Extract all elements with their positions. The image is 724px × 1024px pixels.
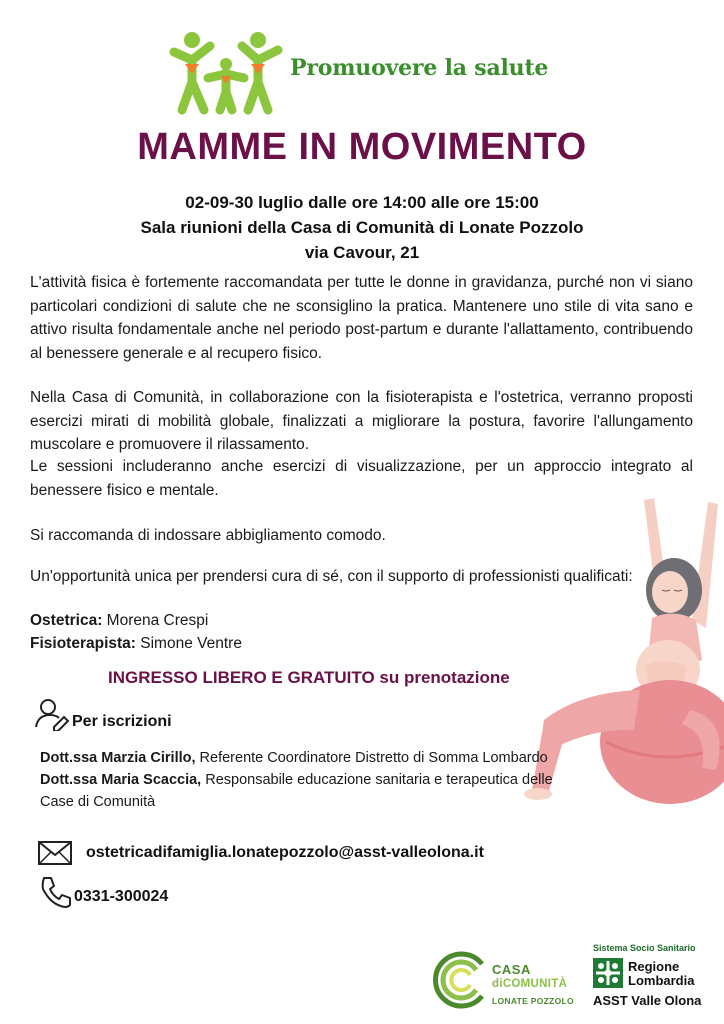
ref1-name: Dott.ssa Marzia Cirillo, [40,750,196,766]
regione-line2: Lombardia [628,973,695,988]
asst-valle-olona: ASST Valle Olona [593,993,702,1008]
referente-2 [40,770,660,791]
paragraph-sessions: Le sessioni includeranno anche esercizi di visualizzazione, per un approccio integrato al benessere fisico e mentale. [30,458,693,499]
ostetrica-label: Ostetrica: [30,612,103,629]
casa-line1: CASA [492,962,531,977]
event-dates: 02-09-30 luglio dalle ore 14:00 alle ore 15:00 [185,193,539,212]
sistema-socio-sanitario: Sistema Socio Sanitario [593,943,696,953]
ref1-role: Referente Coordinatore Distretto di Somma Lombardo [195,750,548,766]
event-venue: Sala riunioni della Casa di Comunità di Lonate Pozzolo [140,218,584,237]
ingresso-banner: INGRESSO LIBERO E GRATUITO su prenotazione [108,668,510,687]
regione-line1: Regione [628,959,680,974]
regione-lombardia-rose-icon [593,958,623,988]
referente-2-cont: Case di Comunità [40,794,156,810]
logo-text: Promuovere la salute [290,55,549,81]
referente-1 [40,748,660,769]
staff-fisioterapista [30,632,430,656]
casa-line3: LONATE POZZOLO [492,996,574,1006]
iscrizioni-heading: Per iscrizioni [72,713,172,730]
page-title: MAMME IN MOVIMENTO [137,126,587,168]
phone-number[interactable]: 0331-300024 [74,888,169,905]
phone-icon [38,876,72,908]
event-address: via Cavour, 21 [304,243,420,262]
fisio-name: Simone Ventre [135,635,242,652]
person-edit-icon [34,697,70,731]
ostetrica-name: Morena Crespi [102,612,209,629]
casa-line2: diCOMUNITÀ [492,978,568,990]
regione-lombardia [628,960,694,988]
casa-comunita-logo-icon [430,950,490,1010]
mail-icon [38,841,72,865]
ref2-role: Responsabile educazione sanitaria e terapeutica delle [201,772,553,788]
fisio-label: Fisioterapista: [30,635,136,652]
paragraph-opportunity: Un'opportunità unica per prendersi cura di sé, con il supporto di professionisti qualificati: [30,568,633,585]
paragraph-intro: L'attività fisica è fortemente raccomandata per tutte le donne in gravidanza, purché non vi siano particolari condizioni di salute che ne sconsiglino la pratica. Mantenere uno stile di vita sano e attivo risulta fondamentale anche nel periodo post-partum e durante l'allattamento, contribuendo al benessere generale e al recupero fisico. [30,274,693,362]
paragraph-clothing: Si raccomanda di indossare abbigliamento comodo. [30,527,386,544]
paragraph-activities: Nella Casa di Comunità, in collaborazione con la fisioterapista e l'ostetrica, verranno proposti esercizi mirati di mobilità globale, finalizzati a migliorare la postura, favorire l'allungamento muscolare e promuovere il rilassamento. [30,389,693,453]
ref2-name: Dott.ssa Maria Scaccia, [40,772,202,788]
email-link[interactable]: ostetricadifamiglia.lonatepozzolo@asst-valleolona.it [86,844,484,861]
staff-ostetrica [30,609,430,633]
family-figures-icon [168,30,288,116]
